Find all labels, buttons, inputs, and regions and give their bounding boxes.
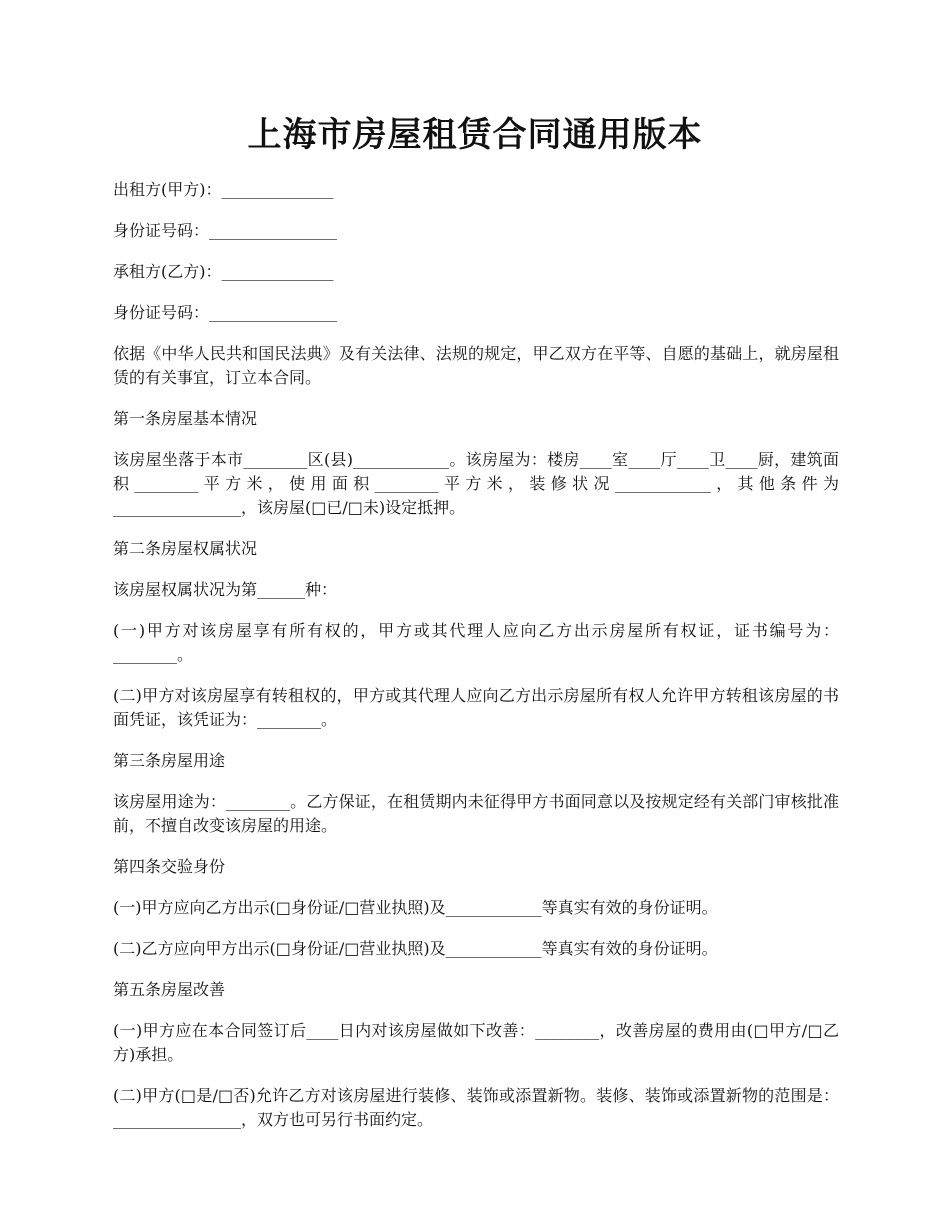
article-2-intro: 该房屋权属状况为第______种： <box>113 580 338 599</box>
document-title: 上海市房屋租赁合同通用版本 <box>247 115 703 155</box>
article-3-paragraph: 该房屋用途为：________。乙方保证，在租赁期内未征得甲方书面同意以及按规定经有关部门审核批准前，不擅自改变该房屋的用途。 <box>113 792 839 835</box>
article-4-heading: 第四条交验身份 <box>113 857 226 876</box>
lessor-field: 出租方(甲方)：______________ <box>113 180 334 199</box>
preamble-paragraph: 依据《中华人民共和国民法典》及有关法律、法规的规定，甲乙双方在平等、自愿的基础上，就房屋租赁的有关事宜，订立本合同。 <box>113 344 839 387</box>
article-5-item-1: (一)甲方应在本合同签订后____日内对该房屋做如下改善：________，改善房屋的费用由(□甲方/□乙方)承担。 <box>113 1021 839 1064</box>
article-3-heading: 第三条房屋用途 <box>113 751 226 770</box>
article-4-item-2: (二)乙方应向甲方出示(□身份证/□营业执照)及____________等真实有效的身份证明。 <box>113 939 718 958</box>
article-5-heading: 第五条房屋改善 <box>113 980 226 999</box>
article-2-item-1: (一)甲方对该房屋享有所有权的，甲方或其代理人应向乙方出示房屋所有权证，证书编号为：________。 <box>113 621 839 664</box>
lessor-id-field: 身份证号码：________________ <box>113 221 338 240</box>
article-4-item-1: (一)甲方应向乙方出示(□身份证/□营业执照)及____________等真实有效的身份证明。 <box>113 898 718 917</box>
article-1-heading: 第一条房屋基本情况 <box>113 409 258 428</box>
article-2-heading: 第二条房屋权属状况 <box>113 539 258 558</box>
article-2-item-2: (二)甲方对该房屋享有转租权的，甲方或其代理人应向乙方出示房屋所有权人允许甲方转租该房屋的书面凭证，该凭证为：________。 <box>113 686 839 729</box>
article-1-paragraph: 该房屋坐落于本市________区(县)____________。该房屋为：楼房____室____厅____卫____厨，建筑面积________平方米，使用面积________平方米，装修状况____________，其他条件为________________，该房屋(□已/□未)设定抵押。 <box>113 450 839 517</box>
article-5-item-2: (二)甲方(□是/□否)允许乙方对该房屋进行装修、装饰或添置新物。装修、装饰或添置新物的范围是：________________，双方也可另行书面约定。 <box>113 1086 839 1129</box>
document-body <box>113 178 839 1149</box>
lessee-field: 承租方(乙方)：______________ <box>113 262 334 281</box>
lessee-id-field: 身份证号码：________________ <box>113 303 338 322</box>
